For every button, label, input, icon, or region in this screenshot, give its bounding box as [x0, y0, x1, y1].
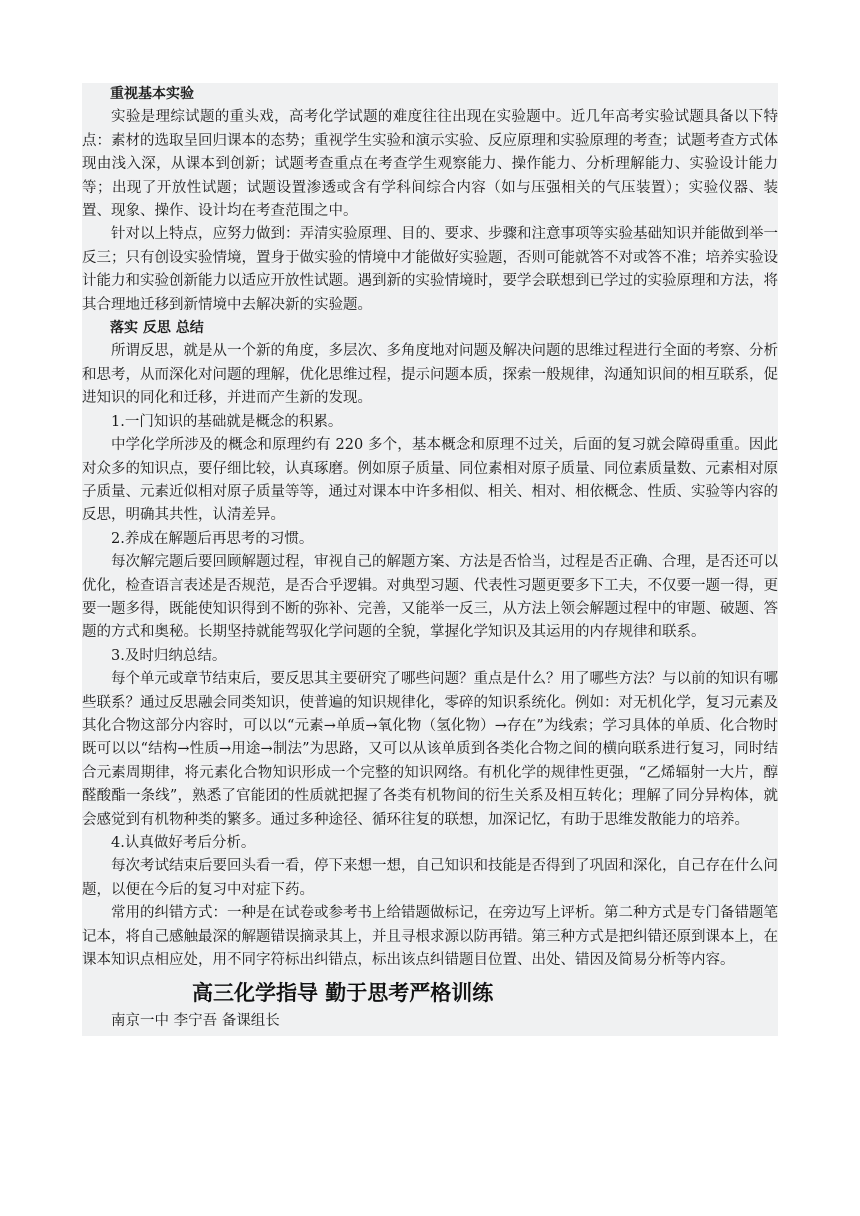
- paragraph: 实验是理综试题的重头戏，高考化学试题的难度往往出现在实验题中。近几年高考实验试题具备以下特点：素材的选取呈回归课本的态势；重视学生实验和演示实验、反应原理和实验原理的考查；试题考查方式体现由浅入深，从课本到创新；试题考查重点在考查学生观察能力、操作能力、分析理解能力、实验设计能力等；出现了开放性试题；试题设置渗透或含有学科间综合内容（如与压强相关的气压装置）；实验仪器、装置、现象、操作、设计均在考查范围之中。: [82, 109, 778, 220]
- document-page: [82, 83, 778, 1036]
- list-item-title: 3.及时归纳总结。: [111, 647, 227, 664]
- list-item-title: 4.认真做好考后分析。: [111, 835, 256, 851]
- paragraph: 中学化学所涉及的概念和原理约有 220 多个，基本概念和原理不过关，后面的复习就会障碍重重。因此对众多的知识点，要仔细比较，认真琢磨。例如原子质量、同位素相对原子质量、同位素质量数、元素相对原子质量、元素近似相对原子质量等等，通过对课本中许多相似、相关、相对、相依概念、性质、实验等内容的反思，明确其共性，认清差异。: [82, 437, 778, 524]
- section-heading-reflection: 落实 反思 总结: [110, 320, 204, 337]
- document-body: [82, 83, 778, 1034]
- article-title: 高三化学指导 勤于思考严格训练: [192, 981, 494, 1006]
- article-author: 南京一中 李宁吾 备课组长: [111, 1013, 280, 1030]
- paragraph: 每次考试结束后要回头看一看，停下来想一想，自己知识和技能是否得到了巩固和深化，自己存在什么问题，以便在今后的复习中对症下药。: [82, 858, 778, 898]
- list-item-title: 2.养成在解题后再思考的习惯。: [111, 530, 314, 547]
- paragraph: 针对以上特点，应努力做到：弄清实验原理、目的、要求、步骤和注意事项等实验基础知识并能做到举一反三；只有创设实验情境，置身于做实验的情境中才能做好实验题，否则可能就答不对或答不准；培养实验设计能力和实验创新能力以适应开放性试题。遇到新的实验情境时，要学会联想到已学过的实验原理和方法，将其合理地迁移到新情境中去解决新的实验题。: [82, 226, 778, 313]
- section-heading-experiments: 重视基本实验: [110, 86, 194, 102]
- paragraph: 常用的纠错方式：一种是在试卷或参考书上给错题做标记，在旁边写上评析。第二种方式是专门备错题笔记本，将自己感触最深的解题错误摘录其上，并且寻根求源以防再错。第三种方式是把纠错还原到课本上，在课本知识点相应处，用不同字符标出纠错点，标出该点纠错题目位置、出处、错因及简易分析等内容。: [82, 905, 778, 969]
- paragraph: 所谓反思，就是从一个新的角度，多层次、多角度地对问题及解决问题的思维过程进行全面的考察、分析和思考，从而深化对问题的理解，优化思维过程，提示问题本质，探索一般规律，沟通知识间的相互联系，促进知识的同化和迁移，并进而产生新的发现。: [82, 343, 778, 407]
- paragraph: 每次解完题后要回顾解题过程，审视自己的解题方案、方法是否恰当，过程是否正确、合理，是否还可以优化，检查语言表述是否规范，是否合乎逻辑。对典型习题、代表性习题更要多下工夫，不仅要一题一得，更要一题多得，既能使知识得到不断的弥补、完善，又能举一反三，从方法上领会解题过程中的审题、破题、答题的方式和奥秘。长期坚持就能驾驭化学问题的全貌，掌握化学知识及其运用的内存规律和联系。: [82, 554, 778, 641]
- paragraph: 每个单元或章节结束后，要反思其主要研究了哪些问题？重点是什么？用了哪些方法？与以前的知识有哪些联系？通过反思融会同类知识，使普遍的知识规律化，零碎的知识系统化。例如：对无机化学，复习元素及其化合物这部分内容时，可以以“元素→单质→氧化物（氢化物）→存在”为线索；学习具体的单质、化合物时既可以以“结构→性质→用途→制法”为思路，又可以从该单质到各类化合物之间的横向联系进行复习，同时结合元素周期律，将元素化合物知识形成一个完整的知识网络。有机化学的规律性更强，“乙烯辐射一大片，醇醛酸酯一条线”，熟悉了官能团的性质就把握了各类有机物间的衍生关系及相互转化；理解了同分异构体，就会感觉到有机物种类的繁多。通过多种途径、循环往复的联想，加深记忆，有助于思维发散能力的培养。: [82, 671, 778, 828]
- list-item-title: 1.一门知识的基础就是概念的积累。: [111, 413, 343, 430]
